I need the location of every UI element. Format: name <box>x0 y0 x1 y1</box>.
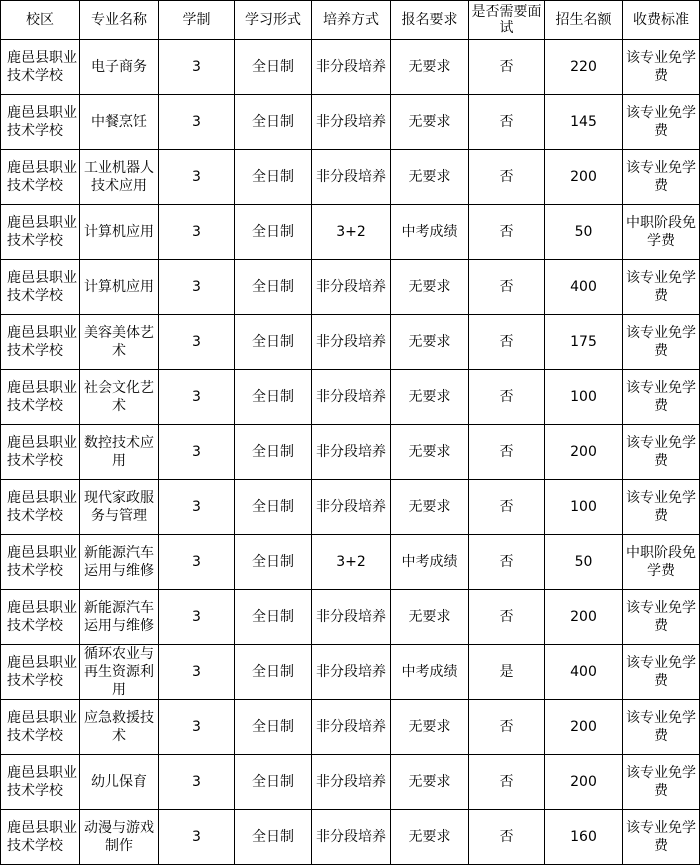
cell-school: 鹿邑县职业技术学校 <box>1 40 80 95</box>
cell-quota: 200 <box>545 590 623 645</box>
cell-school: 鹿邑县职业技术学校 <box>1 535 80 590</box>
cell-major: 电子商务 <box>80 40 159 95</box>
cell-major: 应急救援技术 <box>80 700 159 755</box>
cell-major: 动漫与游戏制作 <box>80 810 159 865</box>
cell-mode: 非分段培养 <box>312 590 391 645</box>
cell-interview: 否 <box>469 40 545 95</box>
cell-quota: 175 <box>545 315 623 370</box>
cell-school: 鹿邑县职业技术学校 <box>1 645 80 700</box>
cell-interview: 是 <box>469 645 545 700</box>
cell-school: 鹿邑县职业技术学校 <box>1 260 80 315</box>
cell-requirement: 无要求 <box>391 370 469 425</box>
table-row <box>1 370 700 425</box>
cell-interview: 否 <box>469 810 545 865</box>
cell-form: 全日制 <box>235 425 312 480</box>
cell-major: 循环农业与再生资源利用 <box>80 645 159 700</box>
table-row <box>1 590 700 645</box>
cell-quota: 50 <box>545 535 623 590</box>
cell-quota: 160 <box>545 810 623 865</box>
cell-school: 鹿邑县职业技术学校 <box>1 370 80 425</box>
header-interview: 是否需要面试 <box>469 1 545 40</box>
cell-school: 鹿邑县职业技术学校 <box>1 480 80 535</box>
cell-fee: 该专业免学费 <box>623 590 700 645</box>
cell-major: 幼儿保育 <box>80 755 159 810</box>
cell-quota: 200 <box>545 150 623 205</box>
cell-requirement: 无要求 <box>391 480 469 535</box>
cell-interview: 否 <box>469 480 545 535</box>
cell-quota: 145 <box>545 95 623 150</box>
cell-school: 鹿邑县职业技术学校 <box>1 315 80 370</box>
cell-major: 现代家政服务与管理 <box>80 480 159 535</box>
cell-major: 工业机器人技术应用 <box>80 150 159 205</box>
cell-interview: 否 <box>469 95 545 150</box>
header-row <box>1 1 700 40</box>
cell-requirement: 无要求 <box>391 260 469 315</box>
cell-school: 鹿邑县职业技术学校 <box>1 425 80 480</box>
cell-fee: 中职阶段免学费 <box>623 205 700 260</box>
table-header <box>1 1 700 40</box>
cell-form: 全日制 <box>235 755 312 810</box>
header-quota: 招生名额 <box>545 1 623 40</box>
cell-fee: 该专业免学费 <box>623 95 700 150</box>
cell-form: 全日制 <box>235 590 312 645</box>
cell-years: 3 <box>159 755 235 810</box>
cell-fee: 该专业免学费 <box>623 150 700 205</box>
cell-form: 全日制 <box>235 810 312 865</box>
cell-mode: 非分段培养 <box>312 645 391 700</box>
table-row <box>1 755 700 810</box>
cell-interview: 否 <box>469 205 545 260</box>
cell-years: 3 <box>159 535 235 590</box>
table-row <box>1 810 700 865</box>
cell-mode: 非分段培养 <box>312 95 391 150</box>
header-years: 学制 <box>159 1 235 40</box>
cell-mode: 3+2 <box>312 535 391 590</box>
header-form: 学习形式 <box>235 1 312 40</box>
header-major: 专业名称 <box>80 1 159 40</box>
cell-requirement: 无要求 <box>391 40 469 95</box>
cell-form: 全日制 <box>235 535 312 590</box>
cell-mode: 非分段培养 <box>312 755 391 810</box>
cell-years: 3 <box>159 590 235 645</box>
cell-mode: 非分段培养 <box>312 425 391 480</box>
cell-quota: 200 <box>545 425 623 480</box>
cell-years: 3 <box>159 370 235 425</box>
cell-interview: 否 <box>469 755 545 810</box>
cell-major: 新能源汽车运用与维修 <box>80 590 159 645</box>
cell-mode: 非分段培养 <box>312 150 391 205</box>
header-fee: 收费标准 <box>623 1 700 40</box>
cell-fee: 该专业免学费 <box>623 645 700 700</box>
cell-quota: 200 <box>545 755 623 810</box>
table-row <box>1 40 700 95</box>
table-row <box>1 150 700 205</box>
cell-fee: 该专业免学费 <box>623 40 700 95</box>
cell-quota: 220 <box>545 40 623 95</box>
cell-major: 美容美体艺术 <box>80 315 159 370</box>
cell-interview: 否 <box>469 535 545 590</box>
cell-interview: 否 <box>469 590 545 645</box>
cell-years: 3 <box>159 810 235 865</box>
cell-quota: 100 <box>545 370 623 425</box>
cell-requirement: 无要求 <box>391 700 469 755</box>
cell-fee: 该专业免学费 <box>623 425 700 480</box>
table-row <box>1 535 700 590</box>
cell-form: 全日制 <box>235 40 312 95</box>
header-requirement: 报名要求 <box>391 1 469 40</box>
cell-years: 3 <box>159 205 235 260</box>
cell-mode: 非分段培养 <box>312 480 391 535</box>
cell-form: 全日制 <box>235 150 312 205</box>
cell-requirement: 中考成绩 <box>391 645 469 700</box>
cell-quota: 50 <box>545 205 623 260</box>
cell-fee: 中职阶段免学费 <box>623 535 700 590</box>
cell-quota: 100 <box>545 480 623 535</box>
header-school: 校区 <box>1 1 80 40</box>
table-row <box>1 645 700 700</box>
cell-form: 全日制 <box>235 370 312 425</box>
cell-interview: 否 <box>469 260 545 315</box>
cell-interview: 否 <box>469 700 545 755</box>
cell-requirement: 无要求 <box>391 315 469 370</box>
header-mode: 培养方式 <box>312 1 391 40</box>
cell-fee: 该专业免学费 <box>623 260 700 315</box>
cell-form: 全日制 <box>235 205 312 260</box>
cell-requirement: 中考成绩 <box>391 205 469 260</box>
table-row <box>1 425 700 480</box>
cell-mode: 非分段培养 <box>312 40 391 95</box>
cell-requirement: 无要求 <box>391 150 469 205</box>
cell-fee: 该专业免学费 <box>623 755 700 810</box>
cell-years: 3 <box>159 95 235 150</box>
table-body <box>1 40 700 865</box>
table-row <box>1 95 700 150</box>
cell-form: 全日制 <box>235 645 312 700</box>
cell-school: 鹿邑县职业技术学校 <box>1 755 80 810</box>
cell-form: 全日制 <box>235 260 312 315</box>
cell-major: 数控技术应用 <box>80 425 159 480</box>
cell-form: 全日制 <box>235 315 312 370</box>
table-row <box>1 700 700 755</box>
cell-requirement: 无要求 <box>391 755 469 810</box>
cell-requirement: 无要求 <box>391 95 469 150</box>
cell-fee: 该专业免学费 <box>623 370 700 425</box>
cell-years: 3 <box>159 645 235 700</box>
cell-major: 中餐烹饪 <box>80 95 159 150</box>
cell-major: 计算机应用 <box>80 260 159 315</box>
cell-major: 社会文化艺术 <box>80 370 159 425</box>
cell-years: 3 <box>159 260 235 315</box>
cell-years: 3 <box>159 425 235 480</box>
table-row <box>1 260 700 315</box>
cell-years: 3 <box>159 150 235 205</box>
cell-mode: 3+2 <box>312 205 391 260</box>
cell-years: 3 <box>159 40 235 95</box>
cell-mode: 非分段培养 <box>312 700 391 755</box>
cell-major: 计算机应用 <box>80 205 159 260</box>
cell-school: 鹿邑县职业技术学校 <box>1 810 80 865</box>
cell-requirement: 中考成绩 <box>391 535 469 590</box>
cell-quota: 400 <box>545 645 623 700</box>
cell-form: 全日制 <box>235 700 312 755</box>
table-row <box>1 205 700 260</box>
cell-school: 鹿邑县职业技术学校 <box>1 150 80 205</box>
cell-school: 鹿邑县职业技术学校 <box>1 205 80 260</box>
cell-fee: 该专业免学费 <box>623 480 700 535</box>
cell-mode: 非分段培养 <box>312 260 391 315</box>
cell-quota: 200 <box>545 700 623 755</box>
cell-years: 3 <box>159 315 235 370</box>
cell-form: 全日制 <box>235 480 312 535</box>
cell-school: 鹿邑县职业技术学校 <box>1 700 80 755</box>
cell-mode: 非分段培养 <box>312 370 391 425</box>
cell-school: 鹿邑县职业技术学校 <box>1 590 80 645</box>
cell-quota: 400 <box>545 260 623 315</box>
cell-mode: 非分段培养 <box>312 810 391 865</box>
cell-fee: 该专业免学费 <box>623 700 700 755</box>
cell-interview: 否 <box>469 150 545 205</box>
cell-interview: 否 <box>469 370 545 425</box>
cell-requirement: 无要求 <box>391 810 469 865</box>
cell-mode: 非分段培养 <box>312 315 391 370</box>
cell-requirement: 无要求 <box>391 425 469 480</box>
cell-form: 全日制 <box>235 95 312 150</box>
cell-interview: 否 <box>469 425 545 480</box>
table-row <box>1 315 700 370</box>
cell-requirement: 无要求 <box>391 590 469 645</box>
cell-years: 3 <box>159 700 235 755</box>
table-row <box>1 480 700 535</box>
cell-fee: 该专业免学费 <box>623 315 700 370</box>
cell-school: 鹿邑县职业技术学校 <box>1 95 80 150</box>
cell-major: 新能源汽车运用与维修 <box>80 535 159 590</box>
cell-years: 3 <box>159 480 235 535</box>
cell-interview: 否 <box>469 315 545 370</box>
cell-fee: 该专业免学费 <box>623 810 700 865</box>
